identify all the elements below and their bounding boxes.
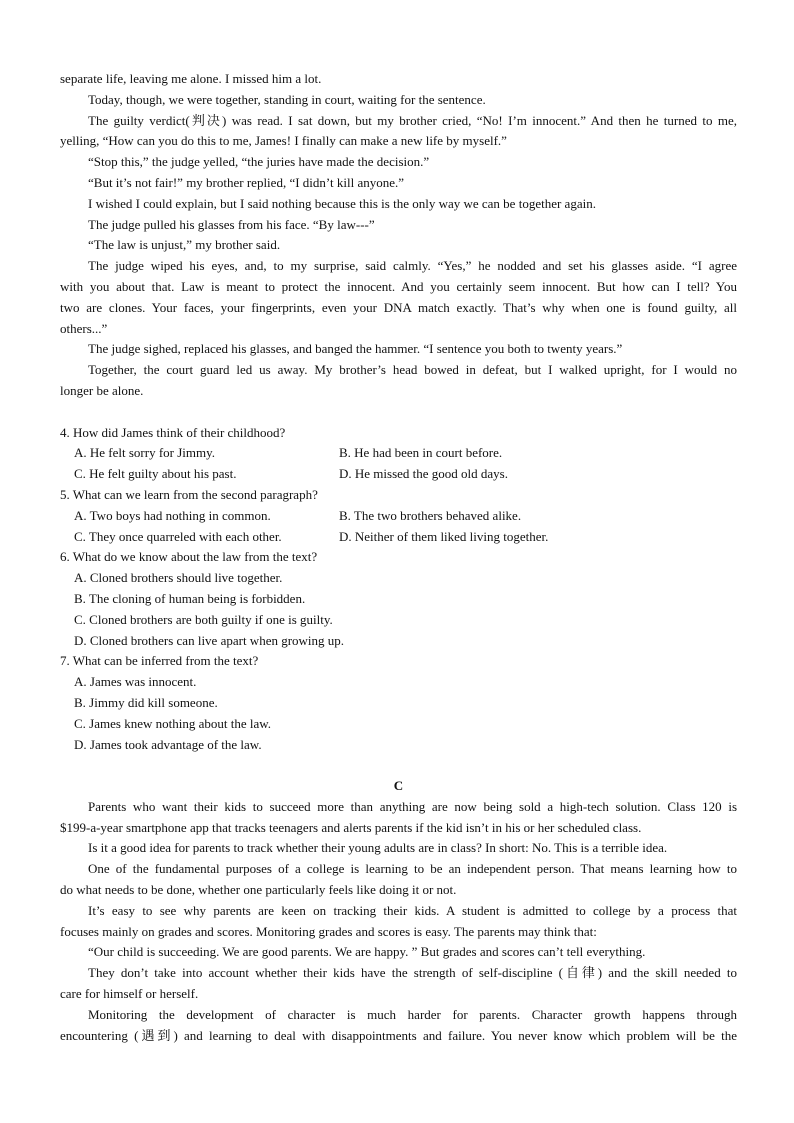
text-line: $199-a-year smartphone app that tracks teenagers and alerts parents if the kid isn’t in his or her scheduled class. — [60, 819, 642, 835]
answer-option: D. Neither of them liked living together. — [339, 528, 549, 544]
text-line: “But it’s not fair!” my brother replied, “I didn’t kill anyone.” — [88, 174, 405, 190]
text-line: Parents who want their kids to succeed more than anything are now being sold a high-tech solution. Class 120 is — [88, 798, 737, 814]
text-line: The judge sighed, replaced his glasses, and banged the hammer. “I sentence you both to twenty years.” — [88, 341, 623, 357]
text-line: One of the fundamental purposes of a college is learning to be an independent person. That means learning how to — [88, 861, 737, 877]
text-line: Together, the court guard led us away. My brother’s head bowed in defeat, but I walked upright, for I would no — [88, 362, 737, 378]
answer-option: D. James took advantage of the law. — [74, 736, 262, 752]
answer-option: B. The two brothers behaved alike. — [339, 507, 522, 523]
answer-option: A. James was innocent. — [74, 674, 197, 690]
answer-option: C. Cloned brothers are both guilty if one is guilty. — [74, 611, 333, 627]
question-stem: 5. What can we learn from the second paragraph? — [60, 486, 318, 502]
text-line: two are clones. Your faces, your fingerprints, even your DNA match exactly. That’s why when one is found guilty, all — [60, 299, 737, 315]
answer-option: C. They once quarreled with each other. — [74, 528, 282, 544]
option-row — [60, 506, 737, 527]
text-line: They don’t take into account whether their kids have the strength of self-discipline (自律) and the skill needed to — [88, 965, 737, 981]
answer-option: B. He had been in court before. — [339, 445, 503, 461]
answer-option: D. Cloned brothers can live apart when growing up. — [74, 632, 345, 648]
section-heading: C — [393, 778, 404, 794]
story-passage — [60, 69, 737, 402]
answer-option: C. He felt guilty about his past. — [74, 466, 237, 482]
question-block — [60, 547, 737, 651]
option-row — [60, 443, 737, 464]
text-line: The judge pulled his glasses from his face. “By law---” — [88, 216, 375, 232]
text-line: It’s easy to see why parents are keen on tracking their kids. A student is admitted to college by a process that — [88, 902, 737, 918]
text-line: focuses mainly on grades and scores. Monitoring grades and scores is easy. The parents may think that: — [60, 923, 597, 939]
question-block — [60, 485, 737, 547]
question-stem: 4. How did James think of their childhood? — [60, 424, 286, 440]
text-line: Is it a good idea for parents to track whether their young adults are in class? In short: No. This is a terrible idea. — [88, 840, 668, 856]
text-line: do what needs to be done, whether one particularly feels like doing it or not. — [60, 882, 457, 898]
answer-option: C. James knew nothing about the law. — [74, 715, 272, 731]
answer-option: B. Jimmy did kill someone. — [74, 694, 218, 710]
text-line: others...” — [60, 320, 108, 336]
text-line: “Our child is succeeding. We are good parents. We are happy. ” But grades and scores can’t tell everything. — [88, 944, 646, 960]
text-line: separate life, leaving me alone. I missed him a lot. — [60, 71, 322, 86]
text-line: longer be alone. — [60, 382, 144, 398]
text-line: with you about that. Law is meant to protect the innocent. And you certainly seem innocent. But how can I tell? You — [60, 278, 737, 294]
text-line: yelling, “How can you do this to me, James! I finally can make a new life by myself.” — [60, 133, 507, 149]
question-block — [60, 651, 737, 755]
text-line: Monitoring the development of character is much harder for parents. Character growth happens through — [88, 1006, 737, 1022]
text-line: care for himself or herself. — [60, 986, 199, 1002]
option-row — [60, 527, 737, 548]
question-list — [60, 423, 737, 756]
answer-option: A. He felt sorry for Jimmy. — [74, 445, 216, 461]
answer-option: A. Cloned brothers should live together. — [74, 570, 283, 586]
text-line: encountering (遇到) and learning to deal with disappointments and failure. You never know which problem will be the — [60, 1027, 737, 1043]
section-c-passage — [60, 797, 737, 1047]
question-stem: 6. What do we know about the law from the text? — [60, 549, 318, 565]
answer-option: A. Two boys had nothing in common. — [74, 507, 271, 523]
question-block — [60, 423, 737, 485]
text-line: The judge wiped his eyes, and, to my surprise, said calmly. “Yes,” he nodded and set his glasses aside. “I agree — [88, 258, 737, 274]
answer-option: B. The cloning of human being is forbidden. — [74, 590, 306, 606]
answer-option: D. He missed the good old days. — [339, 466, 508, 482]
spacer — [60, 755, 737, 776]
spacer — [60, 402, 737, 423]
text-line: I wished I could explain, but I said nothing because this is the only way we can be together again. — [88, 195, 596, 211]
text-line: “The law is unjust,” my brother said. — [88, 237, 281, 253]
text-line: “Stop this,” the judge yelled, “the juries have made the decision.” — [88, 154, 430, 170]
text-line: The guilty verdict(判决) was read. I sat down, but my brother cried, “No! I’m innocent.” And then he turned to me, — [88, 112, 737, 128]
option-row — [60, 464, 737, 485]
text-line: Today, though, we were together, standing in court, waiting for the sentence. — [88, 91, 486, 107]
question-stem: 7. What can be inferred from the text? — [60, 653, 259, 669]
